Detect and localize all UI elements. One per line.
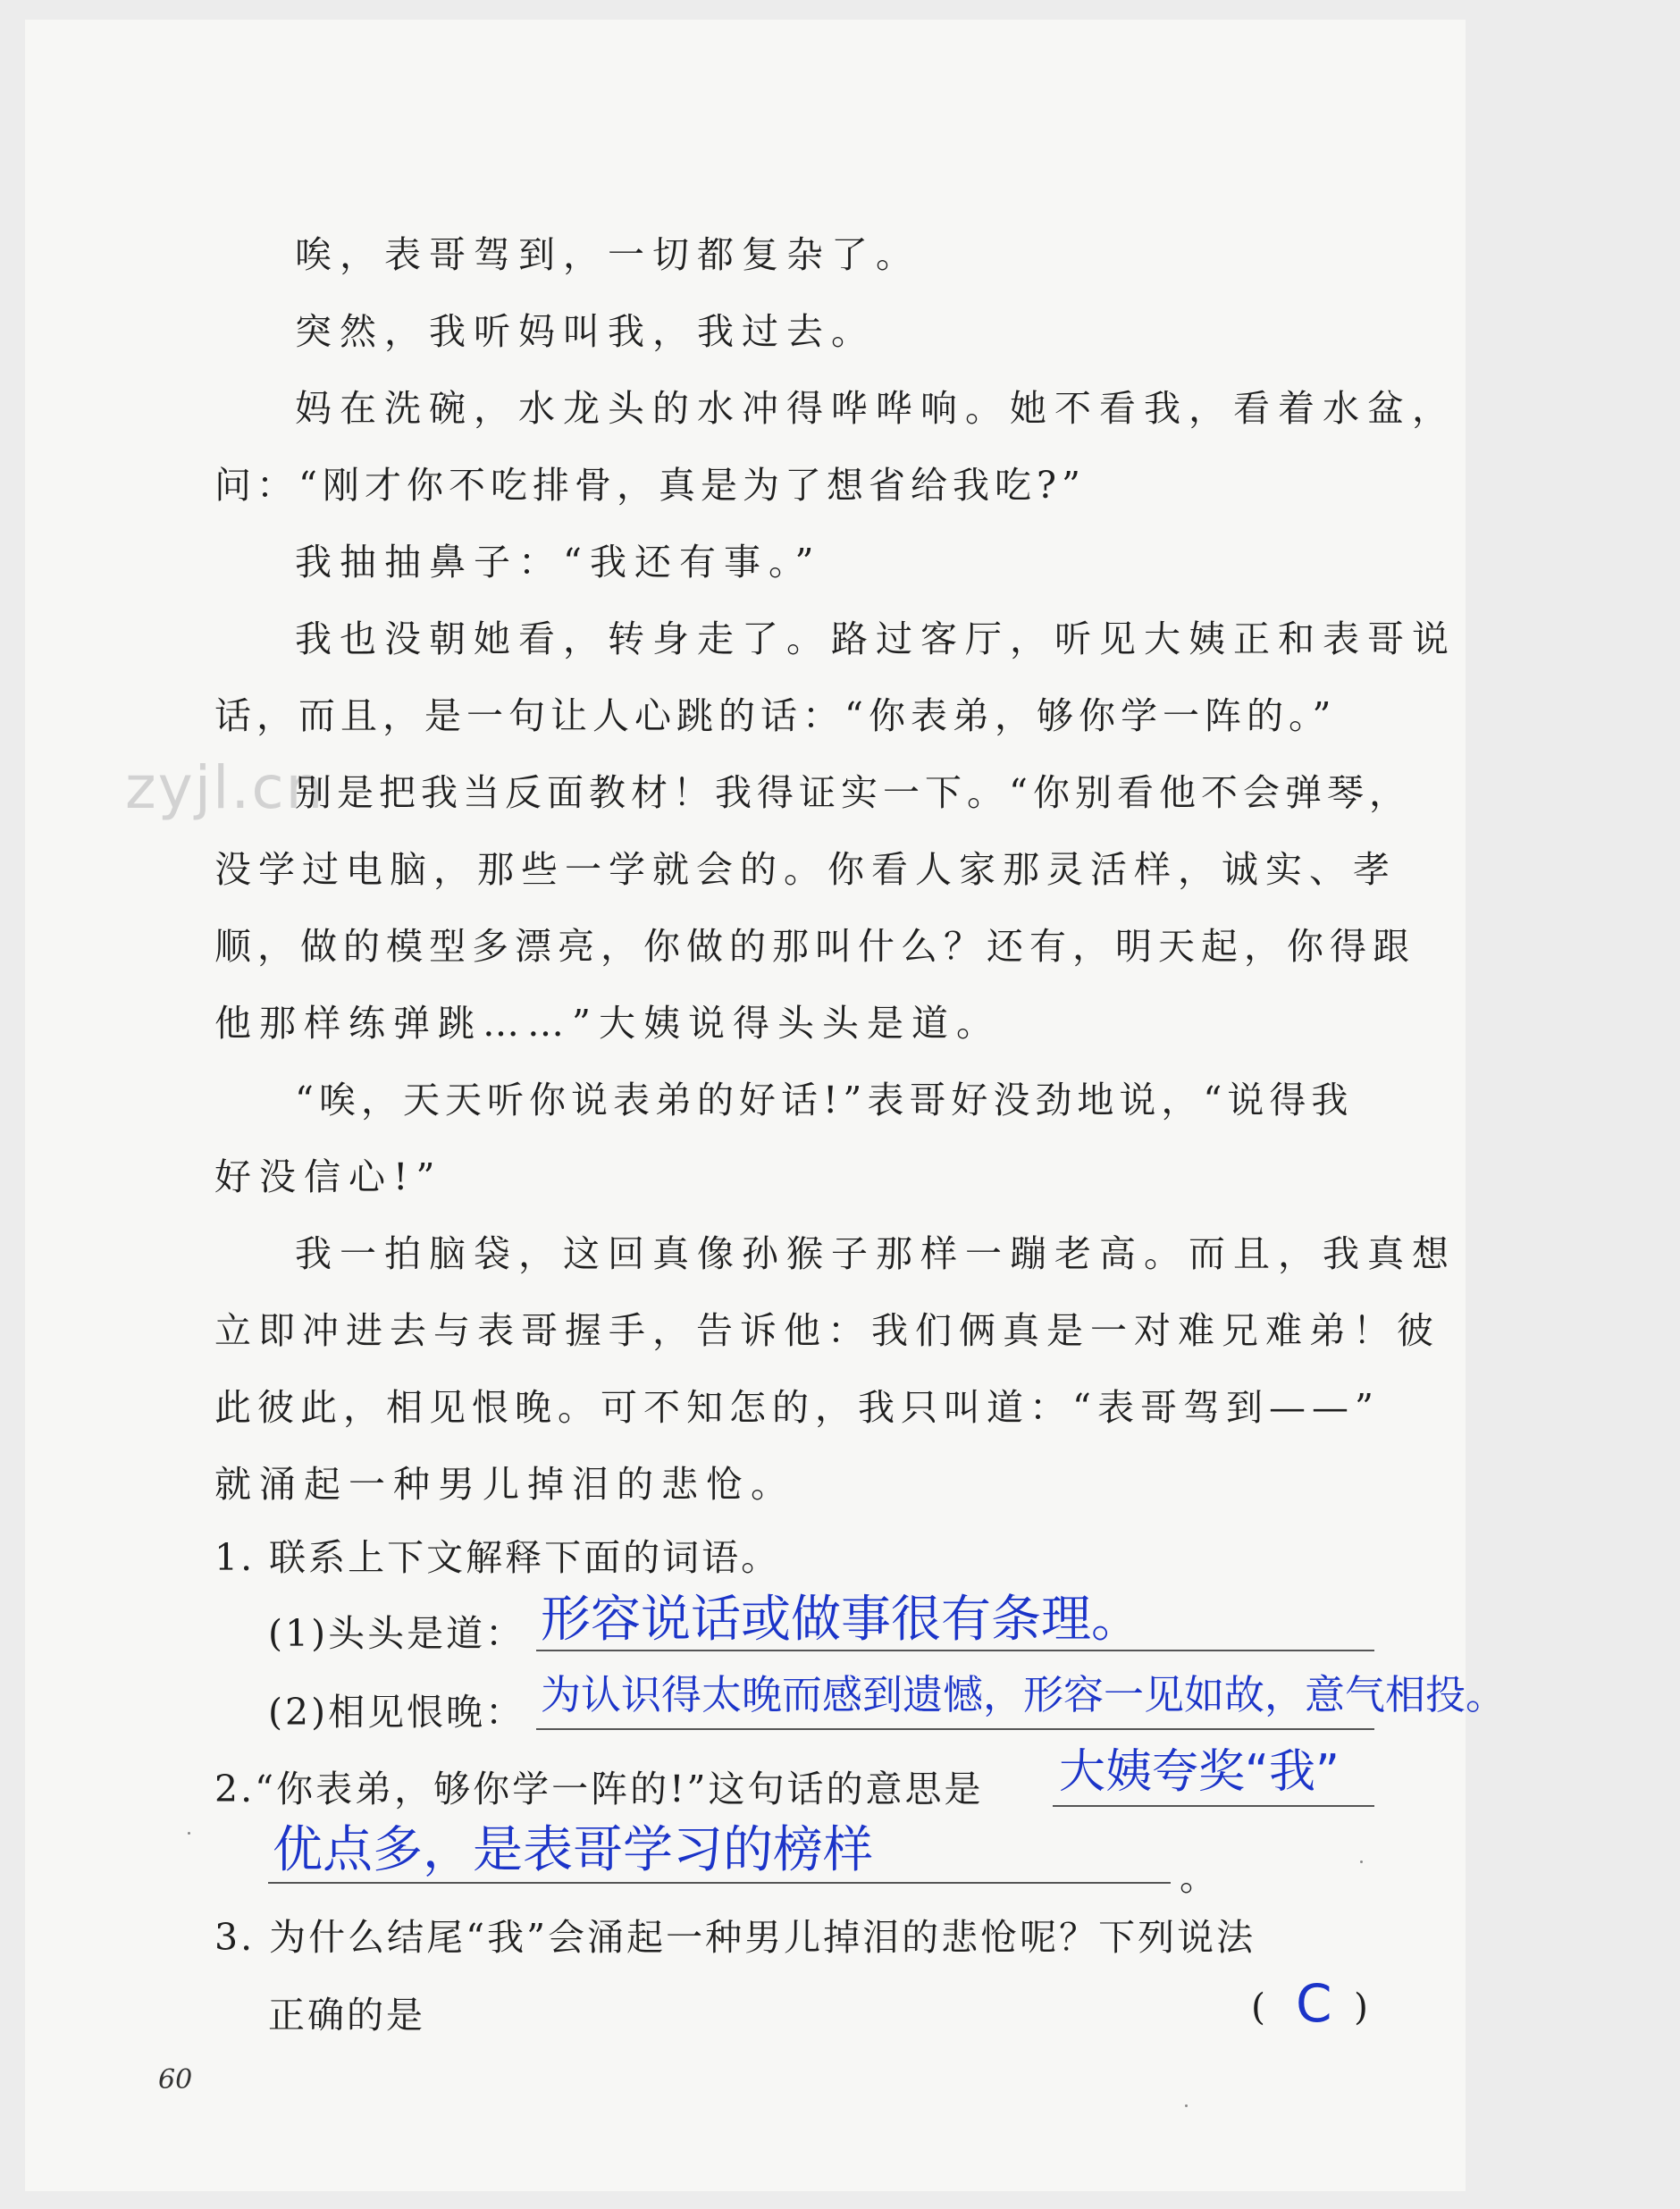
answer-paren-open: (	[1251, 1986, 1265, 2028]
passage-line: 立即冲进去与表哥握手，告诉他：我们俩真是一对难兄难弟！彼	[214, 1309, 1441, 1352]
question-2-prompt: 2.“你表弟，够你学一阵的!”这句话的意思是	[214, 1768, 984, 1810]
scan-speck	[188, 1832, 190, 1835]
question-1-item-1-label: (1)头头是道：	[268, 1612, 525, 1655]
passage-line: 此彼此，相见恨晚。可不知怎的，我只叫道：“表哥驾到——”	[214, 1386, 1380, 1429]
answer-line	[1053, 1805, 1374, 1807]
passage-line: 就涌起一种男儿掉泪的悲怆。	[214, 1463, 795, 1506]
passage-line: 他那样练弹跳……”大姨说得头头是道。	[214, 1002, 1001, 1045]
passage-line: 我一拍脑袋，这回真像孙猴子那样一蹦老高。而且，我真想	[295, 1232, 1457, 1275]
answer-line	[536, 1728, 1374, 1730]
passage-line: 妈在洗碗，水龙头的水冲得哗哗响。她不看我，看着水盆，	[295, 387, 1457, 430]
handwritten-answer-3: C	[1296, 1973, 1332, 2034]
passage-line: 我抽抽鼻子：“我还有事。”	[295, 541, 822, 584]
question-2-end-mark: 。	[1180, 1856, 1224, 1899]
passage-line: 话，而且，是一句让人心跳的话：“你表弟，够你学一阵的。”	[214, 694, 1337, 737]
passage-line: 没学过电脑，那些一学就会的。你看人家那灵活样，诚实、孝	[214, 848, 1397, 891]
handwritten-answer-1-2: 为认识得太晚而感到遗憾，形容一见如故，意气相投。	[541, 1671, 1507, 1718]
passage-line: “唉，天天听你说表弟的好话!”表哥好没劲地说，“说得我	[295, 1079, 1354, 1121]
page-number: 60	[158, 2064, 193, 2096]
passage-line: 问：“刚才你不吃排骨，真是为了想省给我吃?”	[214, 464, 1086, 507]
watermark: zyjl.cn	[125, 753, 325, 822]
question-1-prompt: 1. 联系上下文解释下面的词语。	[214, 1536, 781, 1579]
question-1-item-2-label: (2)相见恨晚：	[268, 1691, 525, 1734]
passage-line: 别是把我当反面教材！我得证实一下。“你别看他不会弹琴，	[295, 771, 1411, 814]
handwritten-answer-2-part-1: 大姨夸奖“我”	[1059, 1745, 1340, 1799]
passage-line: 我也没朝她看，转身走了。路过客厅，听见大姨正和表哥说	[295, 617, 1457, 660]
handwritten-answer-1-1: 形容说话或做事很有条理。	[541, 1591, 1141, 1649]
handwritten-answer-2-part-2: 优点多，是表哥学习的榜样	[273, 1821, 873, 1879]
question-3-prompt-cont: 正确的是	[268, 1994, 425, 2037]
passage-line: 顺，做的模型多漂亮，你做的那叫什么？还有，明天起，你得跟	[214, 925, 1415, 968]
question-3-prompt: 3. 为什么结尾“我”会涌起一种男儿掉泪的悲怆呢？下列说法	[214, 1916, 1256, 1959]
scan-speck	[1185, 2104, 1188, 2107]
passage-line: 唉，表哥驾到，一切都复杂了。	[295, 233, 920, 276]
answer-line	[268, 1882, 1171, 1884]
scan-speck	[1360, 1860, 1363, 1863]
answer-paren-close: )	[1354, 1986, 1368, 2028]
passage-line: 好没信心!”	[214, 1155, 443, 1198]
passage-line: 突然，我听妈叫我，我过去。	[295, 310, 876, 353]
